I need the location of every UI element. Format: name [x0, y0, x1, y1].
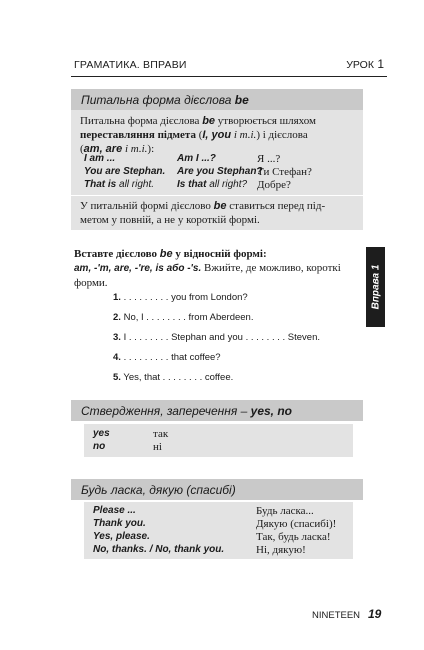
example-statement-bold: That is: [84, 179, 117, 190]
example-translation: Добре?: [257, 179, 291, 191]
example-question-bold: Is that: [177, 179, 207, 190]
exercise-item: [113, 312, 253, 323]
rule-keyword: am, are: [83, 143, 123, 155]
page-number: 19: [368, 607, 382, 621]
example-question-rest: all right?: [206, 179, 248, 190]
section-interrogative-title: [71, 89, 363, 110]
example-statement: You are Stephan.: [84, 166, 166, 177]
exercise-item: [113, 372, 233, 383]
exercise-side-tab-label: Вправа 1: [370, 264, 381, 310]
note-text: У питальній формі дієслово: [80, 200, 214, 212]
section-yes-no-panel: [84, 424, 353, 457]
rule-text: (: [80, 143, 84, 155]
exercise-item-text: . . . . . . . . . that coffee?: [120, 352, 221, 363]
phrase-ukrainian: Так, будь ласка!: [256, 531, 331, 543]
vocab-ukrainian: так: [153, 428, 169, 440]
exercise-item-number: 4.: [113, 352, 121, 363]
rule-text: Питальна форма дієслова: [80, 115, 203, 127]
exercise-title: у відносній формі:: [172, 248, 267, 260]
rule-emphasis: переставляння підмета: [80, 129, 196, 141]
rule-keyword: I, you: [202, 129, 232, 141]
phrase-ukrainian: Ні, дякую!: [256, 544, 306, 556]
exercise-instructions: [74, 247, 364, 290]
example-translation: Я ...?: [257, 153, 281, 165]
example-statement: I am ...: [84, 153, 116, 164]
exercise-item-text: No, I . . . . . . . . from Aberdeen.: [120, 312, 254, 323]
note-text: ставиться перед під-: [226, 200, 326, 212]
exercise-instruction-text: Вжийте, де можливо, короткі: [201, 262, 341, 274]
note-keyword: be: [213, 200, 227, 212]
section-title-text: Ствердження, заперечення –: [81, 404, 251, 418]
panel-divider: [71, 195, 363, 196]
phrase-english: Please ...: [93, 505, 136, 516]
page-number-word: NINETEEN: [312, 610, 361, 621]
exercise-item-text: I . . . . . . . . Stephan and you . . . . . . . . Steven.: [120, 332, 321, 343]
exercise-item-number: 3.: [113, 332, 121, 343]
exercise-item-number: 1.: [113, 292, 121, 303]
section-yes-no-title: [71, 400, 363, 421]
example-translation: Ти Стефан?: [257, 166, 312, 178]
exercise-item-text: Yes, that . . . . . . . . coffee.: [120, 372, 234, 383]
example-question: Am I ...?: [177, 153, 216, 164]
rule-text: утворюється шляхом: [215, 115, 317, 127]
lesson-word: УРОК: [346, 59, 374, 71]
running-header-lesson: [346, 57, 384, 71]
example-question: Are you Stephan?: [177, 166, 263, 177]
phrase-ukrainian: Будь ласка...: [256, 505, 314, 517]
exercise-item-number: 2.: [113, 312, 121, 323]
note-paragraph: [80, 199, 360, 227]
exercise-item: [113, 352, 221, 363]
rule-text: ) і дієслова: [256, 129, 308, 141]
lesson-number: 1: [377, 57, 384, 71]
header-rule: [71, 76, 387, 77]
exercise-item: [113, 292, 248, 303]
section-title-keyword: yes, no: [250, 404, 292, 418]
rule-abbrev: і т.і.: [122, 143, 148, 155]
rule-text: (: [195, 129, 203, 141]
phrase-ukrainian: Дякую (спасибі)!: [256, 518, 337, 530]
example-statement-rest: all right.: [116, 179, 155, 190]
rule-paragraph: [80, 114, 360, 156]
exercise-item-number: 5.: [113, 372, 121, 383]
vocab-ukrainian: ні: [153, 441, 162, 453]
phrase-english: Thank you.: [93, 518, 146, 529]
phrase-english: No, thanks. / No, thank you.: [93, 544, 225, 555]
note-text: метом у повній, а не у короткій формі.: [80, 214, 260, 226]
rule-keyword: be: [202, 115, 216, 127]
exercise-title-keyword: be: [159, 248, 173, 260]
exercise-forms: am, -'m, are, -'re, is або -'s.: [74, 263, 202, 274]
exercise-instruction-text: форми.: [74, 277, 108, 289]
section-title-keyword: be: [234, 93, 249, 107]
rule-text: ):: [147, 143, 155, 155]
section-title-text: Питальна форма дієслова: [81, 93, 235, 107]
vocab-english: yes: [93, 428, 110, 439]
example-question: [177, 179, 247, 190]
section-please-thanks-title: Будь ласка, дякую (спасибі): [71, 479, 363, 500]
phrase-english: Yes, please.: [93, 531, 150, 542]
exercise-item: [113, 332, 320, 343]
example-statement: [84, 179, 154, 190]
exercise-item-text: . . . . . . . . . you from London?: [120, 292, 248, 303]
rule-abbrev: і т.і.: [231, 129, 257, 141]
running-header-title: ГРАМАТИКА. ВПРАВИ: [74, 59, 187, 71]
exercise-title: Вставте дієслово: [74, 248, 160, 260]
exercise-side-tab: [366, 247, 385, 327]
vocab-english: no: [93, 441, 106, 452]
